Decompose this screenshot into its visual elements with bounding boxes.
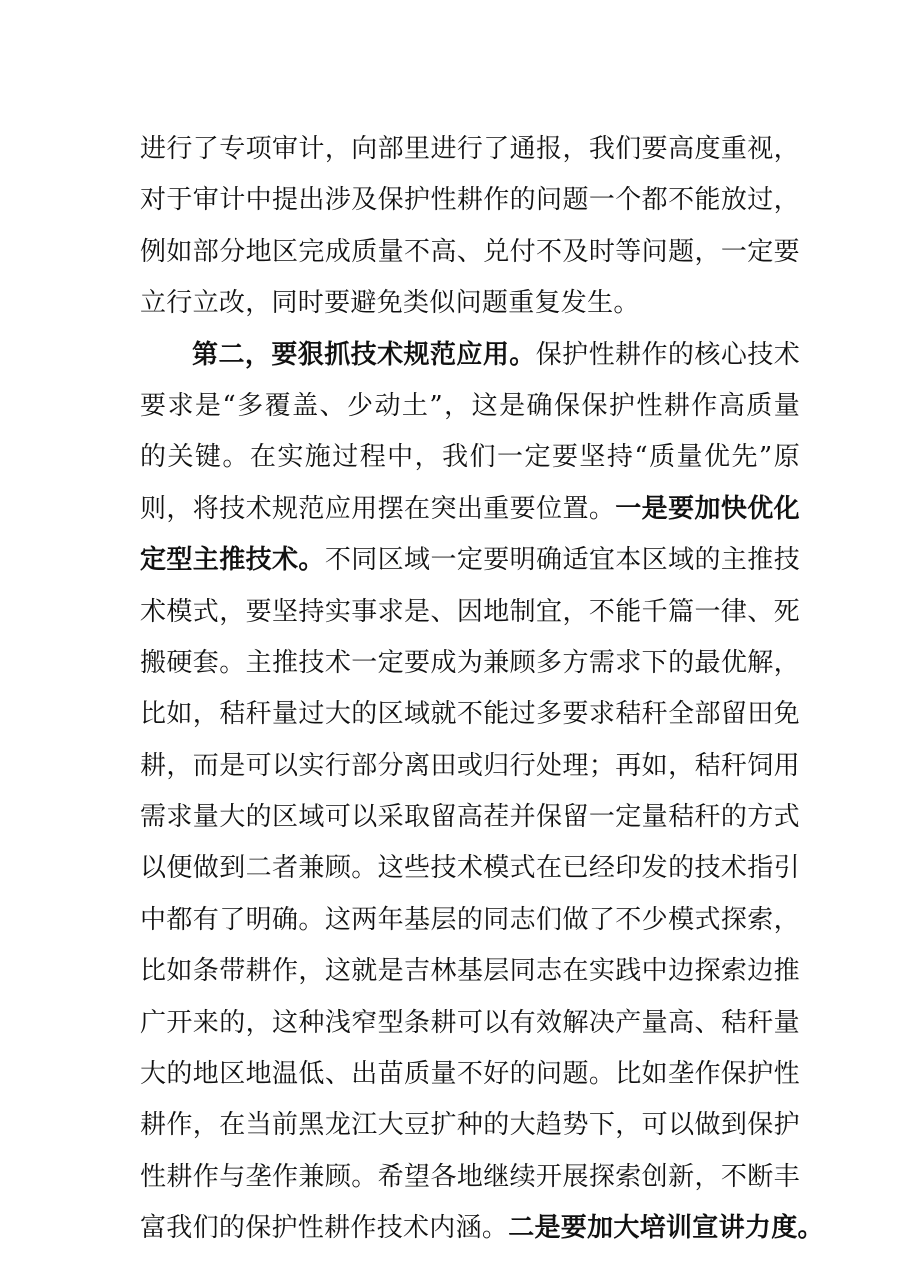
bold-heading: 第二，要狠抓技术规范应用。 <box>192 339 536 370</box>
text-line <box>140 638 800 689</box>
text-line <box>140 535 800 586</box>
bold-subheading: 定型主推技术。 <box>140 545 325 576</box>
text-segment: 搬硬套。主推技术一定要成为兼顾多方需求下的最优解， <box>140 647 800 678</box>
text-line <box>140 895 800 946</box>
text-segment: 耕作，在当前黑龙江大豆扩种的大趋势下，可以做到保护 <box>140 1110 800 1141</box>
text-line <box>140 741 800 792</box>
text-segment: 保护性耕作的核心技术 <box>535 339 800 370</box>
text-line <box>140 792 800 843</box>
text-segment: 对于审计中提出涉及保护性耕作的问题一个都不能放过， <box>140 185 800 216</box>
text-line <box>140 689 800 740</box>
text-segment: 比如条带耕作，这就是吉林基层同志在实践中边探索边推 <box>140 956 800 987</box>
text-line <box>140 998 800 1049</box>
text-segment: 不同区域一定要明确适宜本区域的主推技 <box>324 545 800 576</box>
text-segment: 以便做到二者兼顾。这些技术模式在已经印发的技术指引 <box>140 853 800 884</box>
text-line <box>140 1203 824 1254</box>
text-line <box>140 1049 800 1100</box>
text-segment: 比如，秸秆量过大的区域就不能过多要求秸秆全部留田免 <box>140 699 800 730</box>
text-line <box>140 124 800 175</box>
text-segment: 术模式，要坚持实事求是、因地制宜，不能千篇一律、死 <box>140 596 800 627</box>
text-line <box>140 843 800 894</box>
text-segment: 中都有了明确。这两年基层的同志们做了不少模式探索， <box>140 904 800 935</box>
text-segment: 性耕作与垄作兼顾。希望各地继续开展探索创新，不断丰 <box>140 1161 800 1192</box>
text-line <box>140 587 800 638</box>
text-segment: 耕，而是可以实行部分离田或归行处理；再如，秸秆饲用 <box>140 750 800 781</box>
text-segment: 的关键。在实施过程中，我们一定要坚持“质量优先”原 <box>140 442 800 473</box>
text-segment: 大的地区地温低、出苗质量不好的问题。比如垄作保护性 <box>140 1059 800 1090</box>
body-text <box>140 124 824 1255</box>
text-segment: 富我们的保护性耕作技术内涵。 <box>140 1213 509 1244</box>
text-segment: 需求量大的区域可以采取留高茬并保留一定量秸秆的方式 <box>140 802 800 833</box>
text-line <box>140 175 800 226</box>
text-segment: 要求是“多覆盖、少动土”，这是确保保护性耕作高质量 <box>140 390 800 421</box>
paragraph-heading-line <box>140 330 800 381</box>
text-line <box>140 484 800 535</box>
bold-subheading: 二是要加大培训宣讲力度。 <box>508 1213 824 1244</box>
text-line <box>140 381 800 432</box>
text-line <box>140 1100 800 1151</box>
text-line <box>140 432 800 483</box>
text-line <box>140 946 800 997</box>
text-segment: 立行立改，同时要避免类似问题重复发生。 <box>140 288 640 319</box>
text-segment: 则，将技术规范应用摆在突出重要位置。 <box>140 493 616 524</box>
text-line <box>140 278 800 329</box>
bold-subheading: 一是要加快优化 <box>615 493 800 524</box>
text-segment: 广开来的，这种浅窄型条耕可以有效解决产量高、秸秆量 <box>140 1007 800 1038</box>
text-segment: 例如部分地区完成质量不高、兑付不及时等问题，一定要 <box>140 236 800 267</box>
text-line <box>140 1152 800 1203</box>
text-line <box>140 227 800 278</box>
text-segment: 进行了专项审计，向部里进行了通报，我们要高度重视， <box>140 134 800 164</box>
